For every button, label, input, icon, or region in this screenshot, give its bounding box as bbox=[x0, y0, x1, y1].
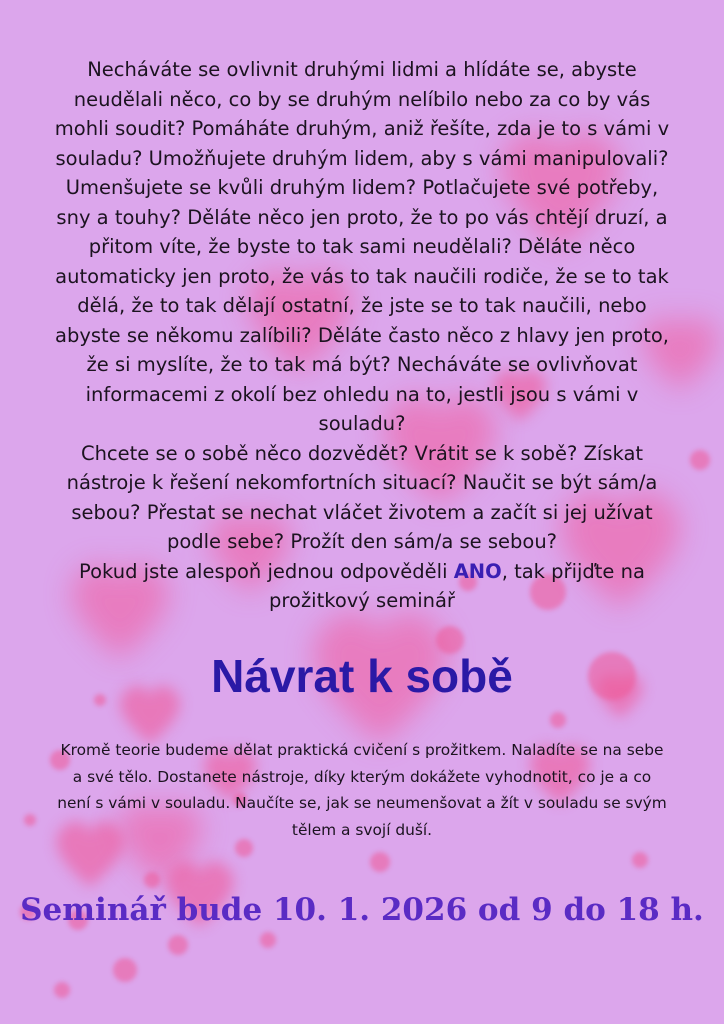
call-text-before: Pokud jste alespoň jednou odpověděli bbox=[79, 559, 454, 583]
ano-highlight: ANO bbox=[453, 559, 502, 583]
seminar-description: Kromě teorie budeme dělat praktická cvičení s prožitkem. Naladíte se na sebe a své tělo. Dostanete nástroje, díky kterým dokážete vyhodnotit, co je a co není s vámi v souladu. Naučíte se, jak se neumenšovat a žít v souladu se svým tělem a svojí duší. bbox=[57, 741, 667, 839]
intro-paragraph-call bbox=[46, 557, 678, 616]
seminar-title: Návrat k sobě bbox=[211, 650, 513, 702]
intro-paragraph-questions: Necháváte se ovlivnit druhými lidmi a hlídáte se, abyste neudělali něco, co by se druhým nelíbilo nebo za co by vás mohli soudit? Pomáháte druhým, aniž řešíte, zda je to s vámi v souladu? Umožňujete druhým lidem, aby s vámi manipulovali? Umenšujete se kvůli druhým lidem? Potlačujete své potřeby, sny a touhy? Děláte něco jen proto, že to po vás chtějí druzí, a přitom víte, že byste to tak sami neudělali? Děláte něco automaticky jen proto, že vás to tak naučili rodiče, že se to tak dělá, že to tak dělají ostatní, že jste se to tak naučili, nebo abyste se někomu zalíbili? Děláte často něco z hlavy jen proto, že si myslíte, že to tak má být? Necháváte se ovlivňovat informacemi z okolí bez ohledu na to, jestli jsou s vámi v souladu? bbox=[54, 58, 670, 435]
intro-paragraph-invitation: Chcete se o sobě něco dozvědět? Vrátit se k sobě? Získat nástroje k řešení nekomfortních situací? Naučit se být sám/a sebou? Přestat se nechat vláčet životem a začít si jej užívat podle sebe? Prožít den sám/a se sebou? bbox=[66, 441, 658, 553]
seminar-date: Seminář bude 10. 1. 2026 od 9 do 18 h. bbox=[20, 892, 704, 928]
call-text-after: , tak přijďte na prožitkový seminář bbox=[269, 559, 645, 612]
intro-text bbox=[46, 55, 678, 616]
